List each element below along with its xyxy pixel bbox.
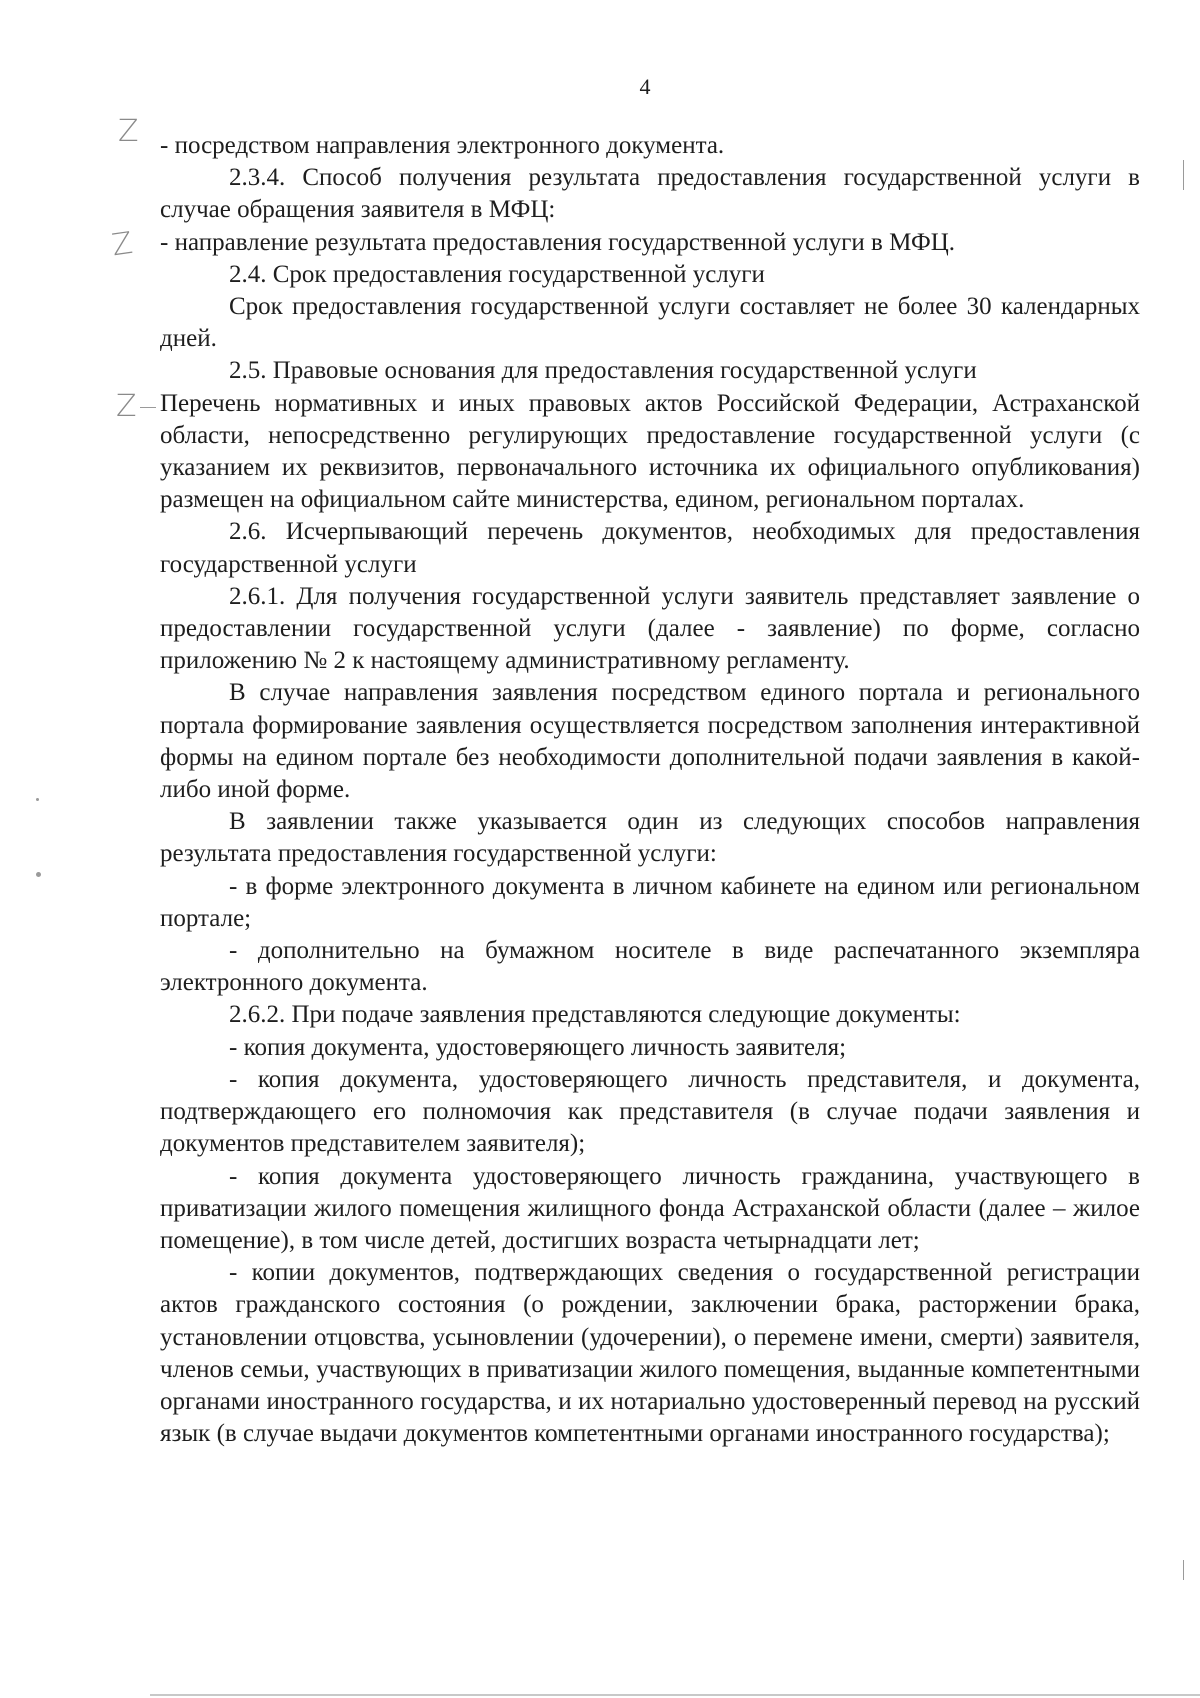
section-heading: 2.3.4. Способ получения результата предоставления государственной услуги в случае обращения заявителя в МФЦ: <box>160 164 1140 224</box>
margin-mark: Z <box>116 389 137 424</box>
section-heading: 2.6.2. При подаче заявления представляются следующие документы: <box>229 1001 961 1029</box>
paragraph: В заявлении также указывается один из следующих способов направления результата предоставления государственной услуги: <box>160 808 1140 868</box>
margin-mark: Z <box>118 114 139 149</box>
paragraph: - направление результата предоставления государственной услуги в МФЦ. <box>160 228 956 256</box>
scan-speck <box>36 798 39 801</box>
list-item: - копия документа, удостоверяющего личность заявителя; <box>229 1033 847 1061</box>
page-number: 4 <box>639 74 651 99</box>
paragraph: В случае направления заявления посредством единого портала и регионального портала формирование заявления осуществляется посредством заполнения интерактивной формы на едином портале без необходимости дополнительной подачи заявления в какой-либо иной форме. <box>160 679 1140 804</box>
scan-edge-mark <box>1183 1560 1184 1580</box>
scan-edge-mark <box>1183 160 1184 190</box>
margin-mark: Z <box>109 225 135 264</box>
list-item: - копии документов, подтверждающих сведения о государственной регистрации актов гражданского состояния (о рождении, заключении брака, расторжении брака, установлении отцовства, усыновлении (удочерении), о перемене имени, смерти) заявителя, членов семьи, участвующих в приватизации жилого помещения, выданные компетентными органами иностранного государства, и их нотариально удостоверенный перевод на русский язык (в случае выдачи документов компетентными органами иностранного государства); <box>160 1259 1140 1448</box>
section-heading: 2.4. Срок предоставления государственной услуги <box>229 260 765 288</box>
list-item: - копия документа удостоверяющего личность гражданина, участвующего в приватизации жилого помещения жилищного фонда Астраханской области (далее – жилое помещение), в том числе детей, достигших возраста четырнадцати лет; <box>160 1162 1140 1254</box>
list-item: - дополнительно на бумажном носителе в виде распечатанного экземпляра электронного документа. <box>160 937 1140 997</box>
scan-speck <box>36 872 41 877</box>
list-item: - копия документа, удостоверяющего личность представителя, и документа, подтверждающего его полномочия как представителя (в случае подачи заявления и документов представителем заявителя); <box>160 1065 1140 1158</box>
document-body <box>160 130 1140 1450</box>
paragraph: - посредством направления электронного документа. <box>160 132 725 159</box>
scan-bottom-edge <box>150 1694 1200 1696</box>
section-heading: 2.5. Правовые основания для предоставления государственной услуги <box>229 357 977 385</box>
margin-mark-stroke <box>140 407 156 408</box>
list-item: - в форме электронного документа в личном кабинете на едином или региональном портале; <box>160 872 1140 932</box>
paragraph: Перечень нормативных и иных правовых актов Российской Федерации, Астраханской области, непосредственно регулирующих предоставление государственной услуги (с указанием их реквизитов, первоначального источника их официального опубликования) размещен на официальном сайте министерства, едином, региональном порталах. <box>160 389 1140 514</box>
paragraph: 2.6.1. Для получения государственной услуги заявитель представляет заявление о предоставлении государственной услуги (далее - заявление) по форме, согласно приложению № 2 к настоящему административному регламенту. <box>160 582 1140 675</box>
paragraph: Срок предоставления государственной услуги составляет не более 30 календарных дней. <box>160 293 1140 353</box>
section-heading: 2.6. Исчерпывающий перечень документов, необходимых для предоставления государственной услуги <box>160 518 1140 578</box>
